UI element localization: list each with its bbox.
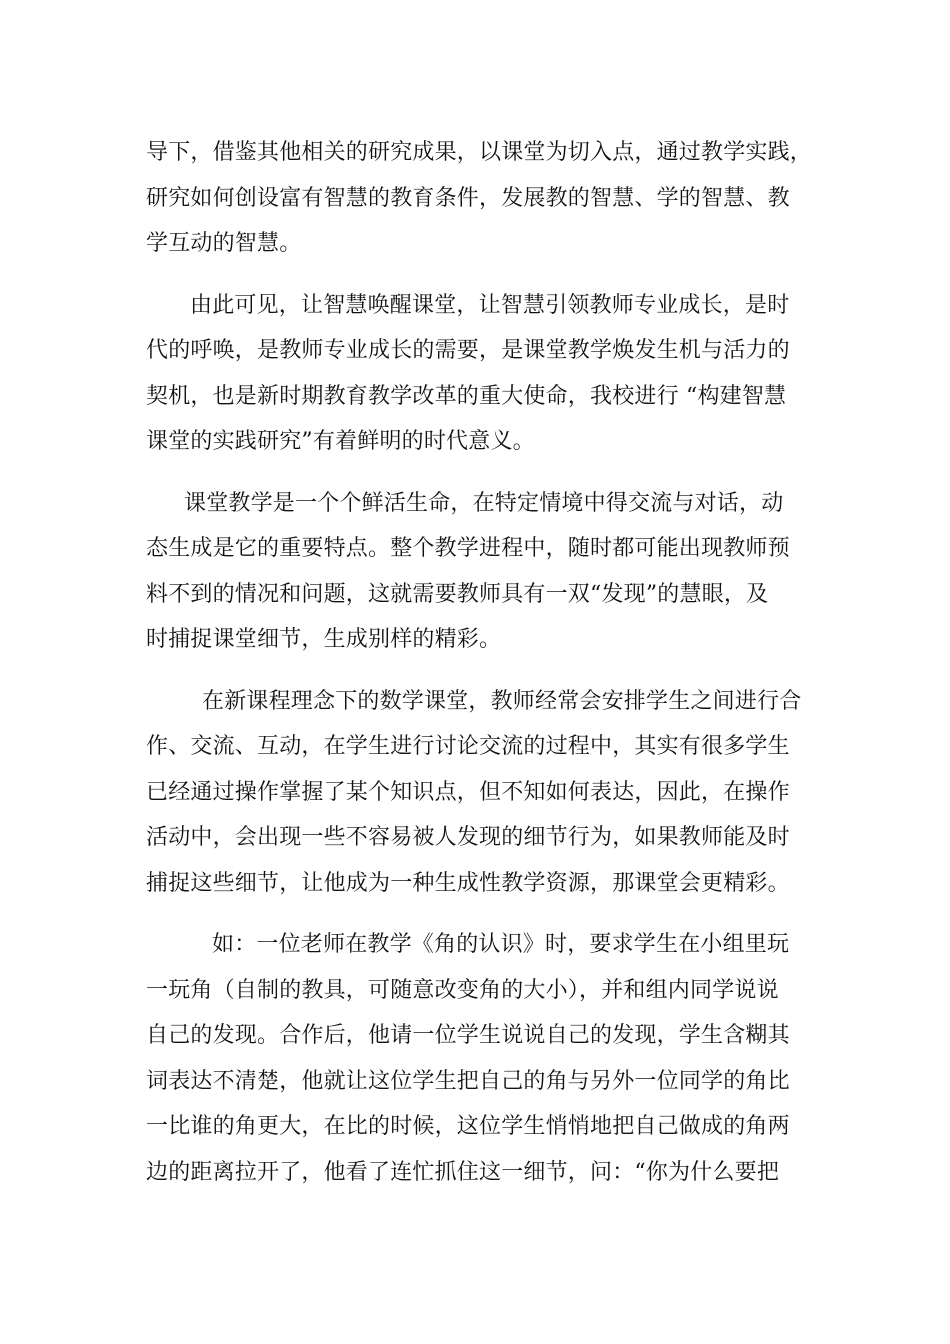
text-line: 边的距离拉开了，他看了连忙抓住这一细节，问：“你为什么要把 bbox=[146, 1159, 780, 1185]
paragraph-2 bbox=[146, 283, 810, 465]
text-line: 已经通过操作掌握了某个知识点，但不知如何表达，因此，在操作 bbox=[146, 779, 790, 805]
text-line: 代的呼唤，是教师专业成长的需要，是课堂教学焕发生机与活力的 bbox=[146, 338, 790, 363]
paragraph-5 bbox=[146, 922, 810, 1195]
text-line: 时捕捉课堂细节，生成别样的精彩。 bbox=[146, 627, 502, 652]
text-line: 词表达不清楚，他就让这位学生把自己的角与另外一位同学的角比 bbox=[146, 1068, 790, 1094]
text-line: 学互动的智慧。 bbox=[146, 231, 302, 256]
text-line: 导下，借鉴其他相关的研究成果，以课堂为切入点，通过教学实践， bbox=[146, 140, 813, 165]
text-line: 在新课程理念下的数学课堂，教师经常会安排学生之间进行合 bbox=[202, 688, 802, 714]
text-line: 一玩角（自制的教具，可随意改变角的大小），并和组内同学说说 bbox=[146, 977, 779, 1003]
text-line: 如：一位老师在教学《角的认识》时，要求学生在小组里玩 bbox=[212, 932, 790, 957]
text-line: 活动中，会出现一些不容易被人发现的细节行为，如果教师能及时 bbox=[146, 825, 790, 850]
text-line: 作、交流、互动，在学生进行讨论交流的过程中，其实有很多学生 bbox=[146, 734, 790, 759]
text-line: 课堂的实践研究”有着鲜明的时代意义。 bbox=[146, 429, 535, 454]
text-line: 捕捉这些细节，让他成为一种生成性教学资源，那课堂会更精彩。 bbox=[146, 870, 790, 896]
paragraph-1 bbox=[146, 130, 813, 267]
text-line: 态生成是它的重要特点。整个教学进程中，随时都可能出现教师预 bbox=[146, 536, 790, 561]
text-line: 由此可见，让智慧唤醒课堂，让智慧引领教师专业成长，是时 bbox=[190, 292, 790, 318]
text-line: 课堂教学是一个个鲜活生命，在特定情境中得交流与对话，动 bbox=[184, 490, 784, 516]
paragraph-3 bbox=[146, 481, 810, 663]
text-line: 自己的发现。合作后，他请一位学生说说自己的发现，学生含糊其 bbox=[146, 1023, 790, 1048]
text-line: 契机，也是新时期教育教学改革的重大使命，我校进行 “构建智慧 bbox=[146, 383, 787, 409]
text-line: 一比谁的角更大，在比的时候，这位学生悄悄地把自己做成的角两 bbox=[146, 1114, 790, 1139]
paragraph-4 bbox=[146, 679, 810, 907]
text-line: 料不到的情况和问题，这就需要教师具有一双“发现”的慧眼，及 bbox=[146, 581, 769, 607]
body-text bbox=[146, 130, 813, 1195]
text-line: 研究如何创设富有智慧的教育条件，发展教的智慧、学的智慧、教 bbox=[146, 185, 790, 211]
